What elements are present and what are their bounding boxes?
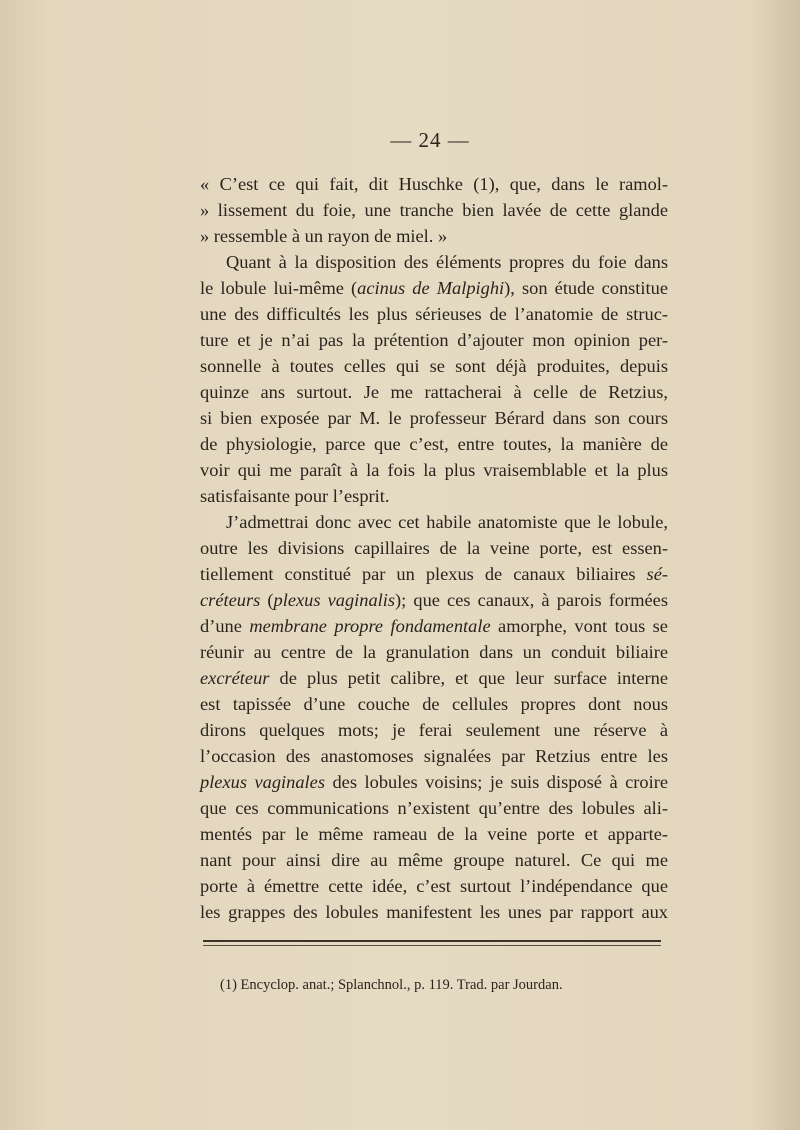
italic-text: acinus de Malpighi: [357, 278, 505, 298]
text-line: [200, 275, 668, 301]
text-line: une des difficultés les plus sérieuses de l’anatomie de struc-: [200, 304, 668, 324]
text-line: sonnelle à toutes celles qui se sont déjà produites, depuis: [200, 356, 668, 376]
text-run: (: [260, 590, 274, 610]
text-line: mentés par le même rameau de la veine porte et apparte-: [200, 824, 668, 844]
italic-text: sé-: [646, 564, 668, 584]
text-line: quinze ans surtout. Je me rattacherai à celle de Retzius,: [200, 382, 668, 402]
text-line: satisfaisante pour l’esprit.: [200, 486, 390, 506]
text-line: voir qui me paraît à la fois la plus vraisemblable et la plus: [200, 460, 668, 480]
text-run: amorphe, vont tous se: [490, 616, 668, 636]
text-line: » ressemble à un rayon de miel. »: [200, 226, 448, 246]
text-line: les grappes des lobules manifestent les unes par rapport aux: [200, 902, 668, 922]
italic-text: excréteur: [200, 668, 270, 688]
text-line: de physiologie, parce que c’est, entre toutes, la manière de: [200, 434, 668, 454]
text-line: nant pour ainsi dire au même groupe naturel. Ce qui me: [200, 850, 668, 870]
text-run: ), son étude constitue: [504, 278, 668, 298]
italic-text: membrane propre fondamentale: [249, 616, 491, 636]
text-line: outre les divisions capillaires de la veine porte, est essen-: [200, 538, 668, 558]
text-line: est tapissée d’une couche de cellules propres dont nous: [200, 694, 668, 714]
text-line: « C’est ce qui fait, dit Huschke (1), que, dans le ramol-: [200, 174, 668, 194]
text-run: de plus petit calibre, et que leur surface interne: [269, 668, 668, 688]
italic-text: créteurs: [200, 590, 261, 610]
text-line: [200, 769, 668, 795]
text-line: Quant à la disposition des éléments propres du foie dans: [226, 252, 668, 272]
footnote-rule: [203, 940, 661, 946]
body-text: [200, 171, 668, 925]
text-run: d’une: [200, 616, 250, 636]
text-line: dirons quelques mots; je ferai seulement une réserve à: [200, 720, 668, 740]
text-line: [200, 561, 668, 587]
text-line: [200, 587, 668, 613]
text-line: [200, 665, 668, 691]
text-line: si bien exposée par M. le professeur Bérard dans son cours: [200, 408, 668, 428]
page-number: — 24 —: [390, 128, 470, 152]
text-line: réunir au centre de la granulation dans un conduit biliaire: [200, 642, 668, 662]
text-line: l’occasion des anastomoses signalées par Retzius entre les: [200, 746, 668, 766]
italic-text: plexus vaginalis: [273, 590, 396, 610]
text-line: que ces communications n’existent qu’entre des lobules ali-: [200, 798, 668, 818]
footnote: (1) Encyclop. anat.; Splanchnol., p. 119. Trad. par Jourdan.: [220, 977, 563, 993]
italic-text: plexus vaginales: [200, 772, 325, 792]
text-run: des lobules voisins; je suis disposé à croire: [324, 772, 669, 792]
text-line: porte à émettre cette idée, c’est surtout l’indépendance que: [200, 876, 668, 896]
text-line: J’admettrai donc avec cet habile anatomiste que le lobule,: [226, 512, 668, 532]
text-line: ture et je n’ai pas la prétention d’ajouter mon opinion per-: [200, 330, 668, 350]
text-run: le lobule lui-même (: [200, 278, 358, 298]
text-line: » lissement du foie, une tranche bien lavée de cette glande: [200, 200, 668, 220]
text-run: ); que ces canaux, à parois formées: [395, 590, 668, 610]
text-run: tiellement constitué par un plexus de canaux biliaires: [200, 564, 647, 584]
text-line: [200, 613, 668, 639]
